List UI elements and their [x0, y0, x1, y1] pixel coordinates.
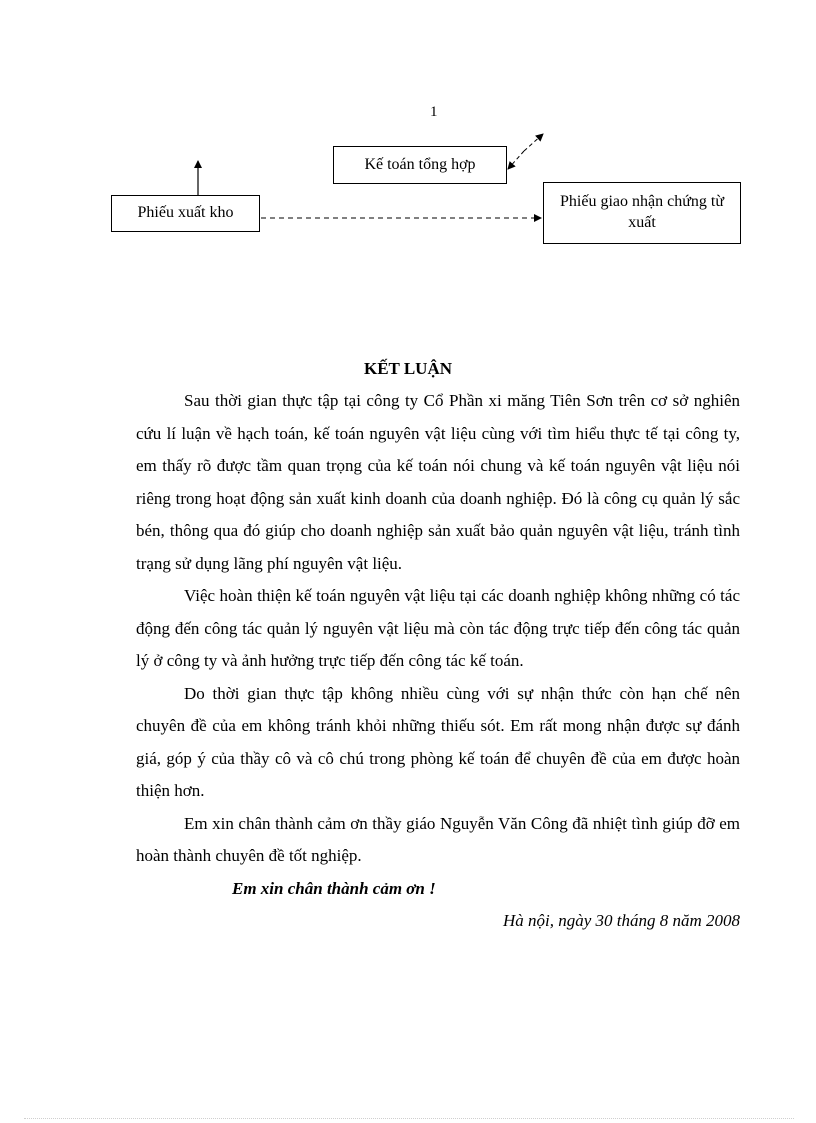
conclusion-title: KẾT LUẬN [363, 359, 452, 378]
paragraph: Do thời gian thực tập không nhiều cùng với sự nhận thức còn hạn chế nên chuyên đề của em không tránh khỏi những thiếu sót. Em rất mong nhận được sự đánh giá, góp ý của thầy cô và cô chú trong phòng kế toán để chuyên đề của em được hoàn thiện hơn. [136, 683, 740, 800]
box-ke-toan-label: Kế toán tổng hợp [364, 155, 476, 173]
dashed-arrow-up-right [524, 134, 543, 151]
conclusion-body [136, 385, 740, 938]
dateline: Hà nội, ngày 30 tháng 8 năm 2008 [502, 911, 740, 930]
box-phieu-xuat-kho [111, 195, 260, 232]
box-phieu-giao-nhan [543, 182, 741, 244]
box-phieu-xuat-label: Phiếu xuất kho [137, 204, 234, 222]
paragraph: Em xin chân thành cảm ơn thầy giáo Nguyễn Văn Công đã nhiệt tình giúp đỡ em hoàn thành chuyên đề tốt nghiệp. [136, 813, 740, 865]
page-number: 1 [430, 104, 438, 120]
paragraph: Sau thời gian thực tập tại công ty Cổ Phần xi măng Tiên Sơn trên cơ sở nghiên cứu lí luận về hạch toán, kế toán nguyên vật liệu cùng với tìm hiểu thực tế tại công ty, em thấy rõ được tầm quan trọng của kế toán nói chung và kế toán nguyên vật liệu nói riêng trong hoạt động sản xuất kinh doanh của doanh nghiệp. Đó là công cụ quản lý sắc bén, thông qua đó giúp cho doanh nghiệp sản xuất bảo quản nguyên vật liệu, tránh tình trạng sử dụng lãng phí nguyên vật liệu. [136, 391, 740, 573]
dashed-arrow-to-ke-toan [508, 151, 524, 169]
thanks-line: Em xin chân thành cảm ơn ! [232, 878, 436, 898]
paragraph: Việc hoàn thiện kế toán nguyên vật liệu tại các doanh nghiệp không những có tác động đến công tác quản lý nguyên vật liệu mà còn tác động trực tiếp đến công tác quản lý ở công ty và ảnh hưởng trực tiếp đến công tác kế toán. [136, 586, 740, 670]
footer-divider [24, 1118, 794, 1119]
box-phieu-giao-label: Phiếu giao nhận chứng từ xuất [560, 193, 724, 231]
box-ke-toan-tong-hop [333, 146, 507, 184]
